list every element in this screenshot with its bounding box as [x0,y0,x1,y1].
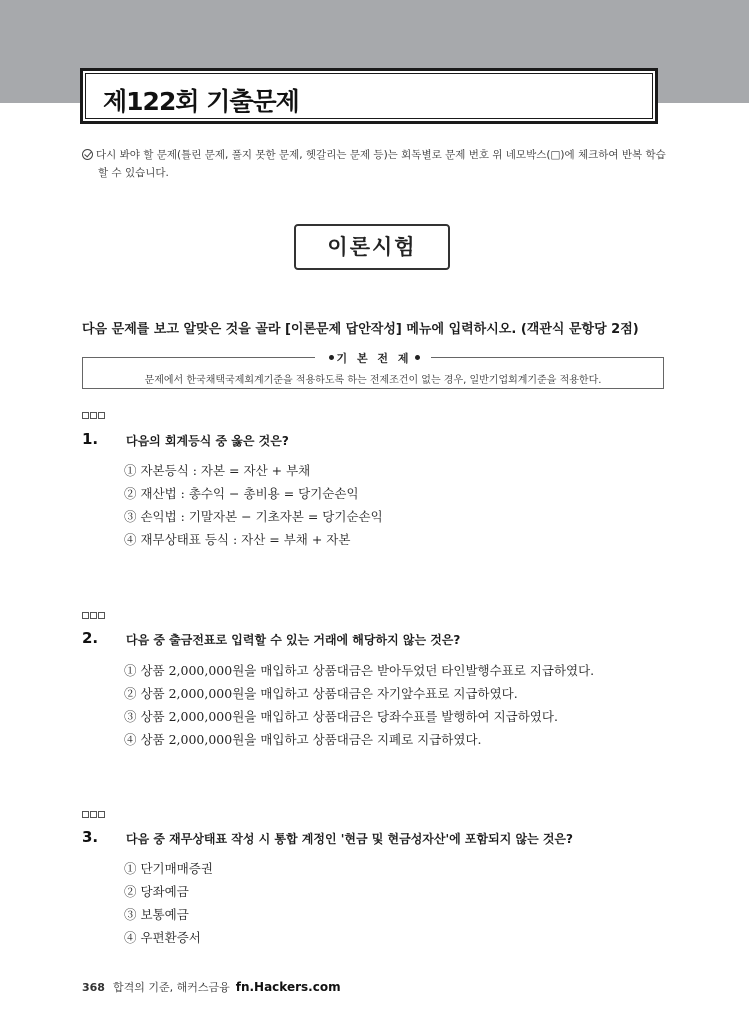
section-title: 이론시험 [294,224,450,270]
choice-item[interactable]: ② 재산법 : 총수익 − 총비용 = 당기순손익 [124,486,359,501]
checkbox-icon[interactable] [90,412,97,419]
review-checkboxes[interactable] [82,412,106,421]
premise-rule-right [431,357,663,358]
choice-item[interactable]: ③ 상품 2,000,000원을 매입하고 상품대금은 당좌수표를 발행하여 지급하였다. [124,709,558,724]
choice-item[interactable]: ② 상품 2,000,000원을 매입하고 상품대금은 자기앞수표로 지급하였다. [124,686,518,701]
checkbox-icon[interactable] [98,412,105,419]
choice-item[interactable]: ④ 우편환증서 [124,930,201,945]
question-text: 다음 중 재무상태표 작성 시 통합 계정인 '현금 및 현금성자산'에 포함되지 않는 것은? [126,832,573,846]
choice-item[interactable]: ④ 재무상태표 등식 : 자산 = 부채 + 자본 [124,532,351,547]
choice-list [124,857,213,949]
check-circle-icon [82,149,93,160]
premise-label: 기 본 전 제 [315,350,433,366]
checkbox-icon[interactable] [82,612,89,619]
choice-item[interactable]: ② 당좌예금 [124,884,189,899]
review-checkboxes[interactable] [82,811,106,820]
question-number: 2. [82,629,99,647]
note-line-2: 할 수 있습니다. [98,167,169,179]
page-number: 368 [82,981,105,994]
checkbox-icon[interactable] [98,612,105,619]
checkbox-icon[interactable] [90,811,97,818]
question-text: 다음의 회계등식 중 옳은 것은? [126,434,289,448]
choice-list [124,659,594,751]
question-number: 3. [82,828,99,846]
bullet-icon [415,355,420,360]
checkbox-icon[interactable] [82,811,89,818]
review-note [82,146,672,182]
choice-item[interactable]: ④ 상품 2,000,000원을 매입하고 상품대금은 지폐로 지급하였다. [124,732,482,747]
note-line-1: 다시 봐야 할 문제(틀린 문제, 풀지 못한 문제, 헷갈리는 문제 등)는 회독별로 문제 번호 위 네모박스(□)에 체크하여 반복 학습 [96,149,666,161]
choice-list [124,459,383,551]
instruction-text: 다음 문제를 보고 알맞은 것을 골라 [이론문제 답안작성] 메뉴에 입력하시오. (객관식 문항당 2점) [82,322,639,337]
choice-item[interactable]: ① 상품 2,000,000원을 매입하고 상품대금은 받아두었던 타인발행수표로 지급하였다. [124,663,595,678]
checkbox-icon[interactable] [82,412,89,419]
page-title-box [80,68,658,124]
premise-box [82,352,664,389]
checkbox-icon[interactable] [98,811,105,818]
question-text: 다음 중 출금전표로 입력할 수 있는 거래에 해당하지 않는 것은? [126,633,461,647]
choice-item[interactable]: ③ 손익법 : 기말자본 − 기초자본 = 당기순손익 [124,509,383,524]
choice-item[interactable]: ① 단기매매증권 [124,861,213,876]
question-number: 1. [82,430,99,448]
review-checkboxes[interactable] [82,612,106,621]
choice-item[interactable]: ① 자본등식 : 자본 = 자산 + 부채 [124,463,311,478]
bullet-icon [329,355,334,360]
page-title: 제122회 기출문제 [103,87,299,116]
site-link[interactable]: fn.Hackers.com [235,980,341,994]
choice-item[interactable]: ③ 보통예금 [124,907,189,922]
premise-text: 문제에서 한국채택국제회계기준을 적용하도록 하는 전제조건이 없는 경우, 일반기업회계기준을 적용한다. [144,375,602,386]
checkbox-icon[interactable] [90,612,97,619]
footer-tagline: 합격의 기준, 해커스금융 [112,981,230,994]
premise-rule-left [83,357,315,358]
page-footer [82,979,341,995]
